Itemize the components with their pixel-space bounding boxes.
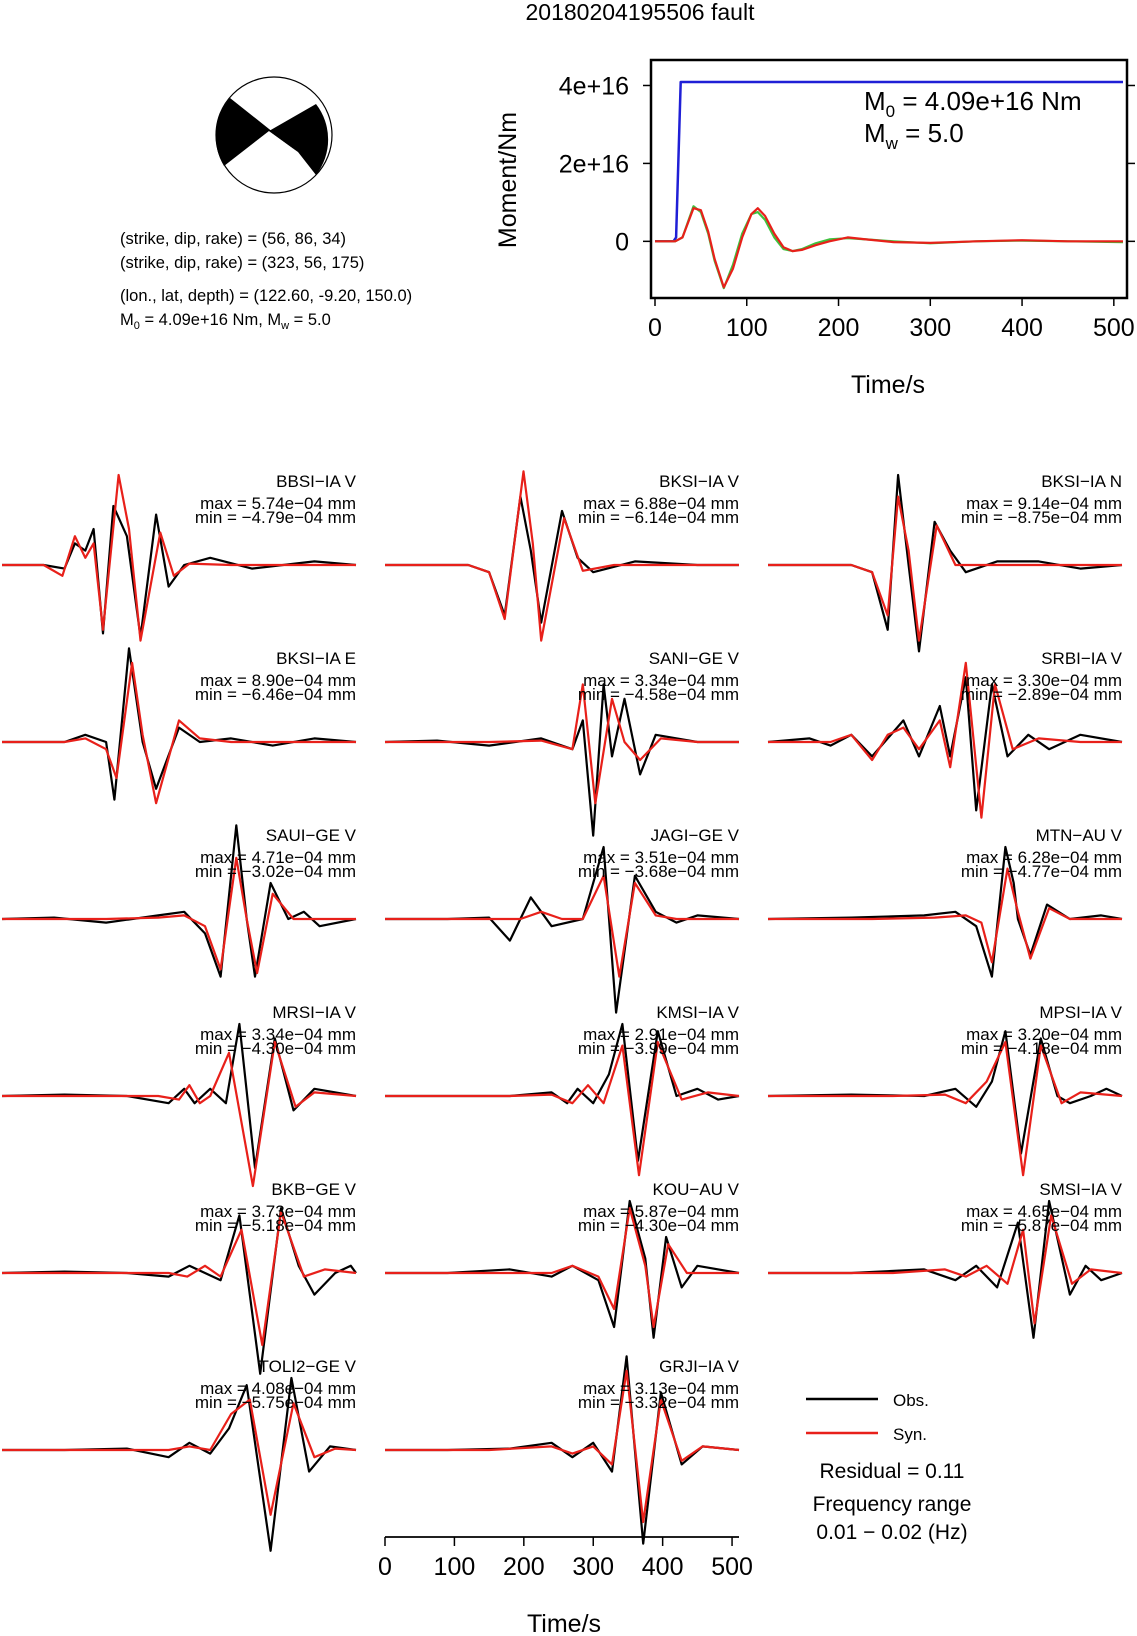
moment-m0-annotation: $M_0 = 4.09e+16$ Nm <box>864 86 1082 121</box>
station-max-label: max = 5.74e−04 mm <box>200 494 356 513</box>
station-min-label: min = −8.75e−04 mm <box>960 508 1122 527</box>
station-max-label: max = 5.87e−04 mm <box>583 1202 739 1221</box>
moment-y-tick-label: 4e+16 <box>558 72 629 101</box>
station-min-label: min = −2.89e−04 mm <box>960 685 1122 704</box>
station-max-label: max = 6.88e−04 mm <box>583 494 739 513</box>
waveform-panel <box>768 1003 1123 1175</box>
source-info <box>120 230 412 332</box>
info-line-4: $M_0 = 4.09e+16$ Nm, $M_w = 5.0$ <box>120 311 331 332</box>
waveform-panel <box>2 1180 357 1374</box>
synthetic-trace <box>768 869 1122 963</box>
station-min-label: min = −3.99e−04 mm <box>577 1039 739 1058</box>
synthetic-trace <box>385 1042 739 1175</box>
station-min-label: min = −3.02e−04 mm <box>194 862 356 881</box>
waveform-grid <box>2 471 1123 1550</box>
station-min-label: min = −4.18e−04 mm <box>960 1039 1122 1058</box>
station-max-label: max = 2.91e−04 mm <box>583 1025 739 1044</box>
info-line-2: (strike, dip, rake) = (323, 56, 175) <box>120 254 365 272</box>
frequency-range-title: Frequency range <box>812 1493 972 1516</box>
moment-mw-annotation: $M_w = 5.0$ <box>864 118 964 153</box>
station-max-label: max = 3.34e−04 mm <box>200 1025 356 1044</box>
station-name: SRBI−IA V <box>1041 649 1122 668</box>
waveform-panel <box>2 825 357 976</box>
residual-label: Residual = 0.11 <box>819 1460 965 1483</box>
station-max-label: max = 3.30e−04 mm <box>966 671 1122 690</box>
waveform-x-tick-label: 0 <box>378 1553 392 1581</box>
station-min-label: min = −4.77e−04 mm <box>960 862 1122 881</box>
station-min-label: min = −6.46e−04 mm <box>194 685 356 704</box>
frequency-range-value: 0.01 − 0.02 (Hz) <box>816 1521 968 1544</box>
moment-x-tick-label: 0 <box>648 314 662 342</box>
station-name: BKSI−IA E <box>276 649 356 668</box>
station-name: BKB−GE V <box>271 1180 356 1199</box>
station-max-label: max = 3.20e−04 mm <box>966 1025 1122 1044</box>
station-name: KMSI−IA V <box>656 1003 739 1022</box>
moment-x-tick-label: 200 <box>817 314 860 342</box>
legend <box>806 1391 971 1544</box>
station-name: MTN−AU V <box>1035 826 1122 845</box>
station-min-label: min = −5.87e−04 mm <box>960 1216 1122 1235</box>
station-min-label: min = −4.79e−04 mm <box>194 508 356 527</box>
synthetic-trace <box>768 1042 1122 1175</box>
moment-y-tick-label: 2e+16 <box>558 150 629 179</box>
waveform-panel <box>385 1003 740 1175</box>
waveform-x-tick-label: 400 <box>641 1553 684 1581</box>
waveform-panel <box>768 1180 1123 1338</box>
synthetic-trace <box>2 1042 356 1186</box>
station-name: BKSI−IA V <box>659 472 739 491</box>
station-min-label: min = −5.75e−04 mm <box>194 1393 356 1412</box>
waveform-panel <box>2 1003 357 1186</box>
observed-trace <box>385 684 739 835</box>
station-name: MPSI−IA V <box>1039 1003 1122 1022</box>
station-min-label: min = −4.30e−04 mm <box>577 1216 739 1235</box>
waveform-panel <box>2 648 356 803</box>
station-max-label: max = 4.08e−04 mm <box>200 1379 356 1398</box>
moment-rate-red-line <box>655 208 1123 287</box>
station-max-label: max = 3.13e−04 mm <box>583 1379 739 1398</box>
station-max-label: max = 8.90e−04 mm <box>200 671 356 690</box>
waveform-panel <box>385 1180 740 1338</box>
moment-ylabel: Moment/Nm <box>494 111 522 249</box>
station-max-label: max = 6.28e−04 mm <box>966 848 1122 867</box>
waveform-x-tick-label: 500 <box>711 1553 753 1581</box>
station-max-label: max = 4.65e−04 mm <box>966 1202 1122 1221</box>
waveform-panel <box>2 472 357 641</box>
synthetic-trace <box>385 876 739 977</box>
waveform-panel <box>385 1356 740 1543</box>
moment-y-tick-label: 0 <box>615 228 629 257</box>
synthetic-trace <box>2 1400 356 1515</box>
station-name: GRJI−IA V <box>659 1357 739 1376</box>
station-min-label: min = −6.14e−04 mm <box>577 508 739 527</box>
station-name: SANI−GE V <box>648 649 739 668</box>
station-min-label: min = −4.58e−04 mm <box>577 685 739 704</box>
station-name: SMSI−IA V <box>1039 1180 1122 1199</box>
beach-ball-icon <box>216 77 332 193</box>
waveform-panel <box>768 472 1122 651</box>
station-max-label: max = 4.71e−04 mm <box>200 848 356 867</box>
station-name: KOU−AU V <box>652 1180 739 1199</box>
moment-x-tick-label: 300 <box>909 314 952 342</box>
waveform-x-tick-label: 200 <box>502 1553 545 1581</box>
station-name: JAGI−GE V <box>650 826 739 845</box>
info-line-3: (lon., lat, depth) = (122.60, -9.20, 150.0) <box>120 287 413 305</box>
waveform-panel <box>385 649 740 836</box>
moment-xlabel: Time/s <box>850 371 926 399</box>
moment-x-tick-label: 500 <box>1092 314 1135 342</box>
station-max-label: max = 9.14e−04 mm <box>966 494 1122 513</box>
moment-x-tick-label: 400 <box>1001 314 1043 342</box>
station-min-label: min = −3.32e−04 mm <box>577 1393 739 1412</box>
legend-obs-label: Obs. <box>893 1391 929 1410</box>
station-max-label: max = 3.34e−04 mm <box>583 671 739 690</box>
waveform-panel <box>385 471 740 640</box>
station-name: BBSI−IA V <box>276 472 356 491</box>
moment-rate-green-line <box>655 206 1123 288</box>
station-name: SAUI−GE V <box>265 826 356 845</box>
waveform-panel <box>385 826 740 1013</box>
station-min-label: min = −5.18e−04 mm <box>194 1216 356 1235</box>
moment-x-tick-label: 100 <box>725 314 768 342</box>
station-max-label: max = 3.73e−04 mm <box>200 1202 356 1221</box>
figure-title: 20180204195506 fault <box>525 0 755 25</box>
waveform-x-tick-label: 300 <box>572 1553 615 1581</box>
station-min-label: min = −4.30e−04 mm <box>194 1039 356 1058</box>
station-min-label: min = −3.68e−04 mm <box>577 862 739 881</box>
waveform-x-tick-label: 100 <box>433 1553 476 1581</box>
station-name: MRSI−IA V <box>272 1003 356 1022</box>
station-max-label: max = 3.51e−04 mm <box>583 848 739 867</box>
info-line-1: (strike, dip, rake) = (56, 86, 34) <box>120 230 347 248</box>
waveform-panel <box>768 649 1123 818</box>
legend-syn-label: Syn. <box>893 1425 928 1444</box>
waveform-panel <box>768 826 1123 977</box>
waveform-xlabel: Time/s <box>526 1610 602 1636</box>
waveform-time-axis <box>378 1537 753 1581</box>
moment-rate-plot <box>494 60 1135 399</box>
station-name: BKSI−IA N <box>1041 472 1122 491</box>
station-name: TOLI2−GE V <box>258 1357 356 1376</box>
waveform-panel <box>2 1357 357 1551</box>
